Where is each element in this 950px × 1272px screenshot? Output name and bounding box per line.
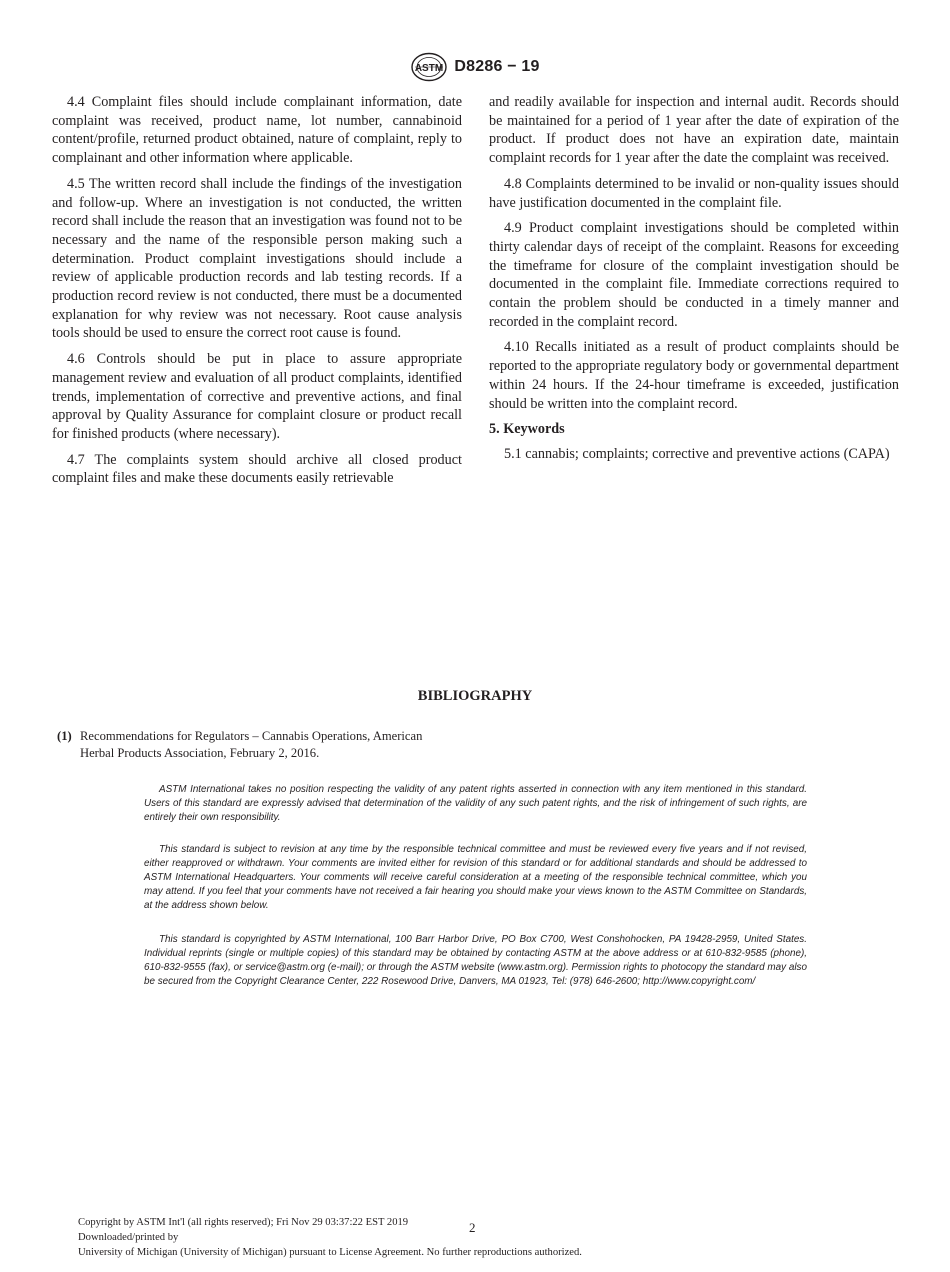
copyright-notice-text: This standard is copyrighted by ASTM International, 100 Barr Harbor Drive, PO Box C700, West Conshohocken, PA 19428-2959, United States. Individual reprints (single or multiple copies) of this standard may be obtained by contacting ASTM at the above address or at 610-832-9585 (phone), 610-832-9555 (fax), or service@astm.org (e-mail); or through the ASTM website (www.astm.org). Permission rights to photocopy the standard may also be secured from the Copyright Clearance Center, 222 Rosewood Drive, Danvers, MA 01923, Tel: (978) 646-2600; http://www.copyright.com/ (144, 934, 807, 987)
revision-notice-text: This standard is subject to revision at any time by the responsible technical committee and must be reviewed every five years and if not revised, either reapproved or withdrawn. Your comments are invited either for revision of this standard or for additional standards and should be addressed to ASTM International Headquarters. Your comments will receive careful consideration at a meeting of the responsible technical committee, which you may attend. If you feel that your comments have not received a fair hearing you should make your views known to the ASTM Committee on Standards, at the address shown below. (144, 844, 807, 911)
paragraph-4-6: 4.6 Controls should be put in place to assure appropriate management review and evaluation of all product complaints, identified trends, implementation of corrective and preventive actions, and final approval by Quality Assurance for complaint closure or product recall for finished products (where necessary). (52, 351, 462, 442)
paragraph-4-7: 4.7 The complaints system should archive all closed product complaint files and make these documents easily retrievable (52, 451, 462, 487)
paragraph-5-1: 5.1 cannabis; complaints; corrective and preventive actions (CAPA) (504, 445, 890, 462)
bibliography-reference (57, 728, 452, 761)
left-column (52, 93, 462, 488)
copyright-notice (144, 933, 807, 989)
revision-notice (144, 843, 807, 913)
header-inner (410, 52, 539, 82)
paragraph-4-7-continued: and readily available for inspection and internal audit. Records should be maintained for a period of 1 year after the date of expiration of the product. If product does not have an expiration date, maintain complaint records for 1 year after the date the complaint was received. (489, 94, 899, 167)
page-header (0, 52, 950, 87)
footer-line-1: Copyright by ASTM Int'l (all rights reserved); Fri Nov 29 03:37:22 EST 2019 (78, 1217, 409, 1228)
patent-notice (144, 783, 807, 825)
footer-line-2: Downloaded/printed by (78, 1232, 179, 1243)
logo-text: ASTM (415, 63, 444, 74)
reference-text: Recommendations for Regulators – Cannabis Operations, American Herbal Products Association, February 2, 2016. (80, 729, 423, 760)
paragraph-4-4: 4.4 Complaint files should include complainant information, date complaint was received, product name, lot number, cannabinoid content/profile, returned product obtained, nature of complaint, reply to complainant and other information where applicable. (52, 94, 462, 167)
patent-notice-text: ASTM International takes no position respecting the validity of any patent rights asserted in connection with any item mentioned in this standard. Users of this standard are expressly advised that determination of the validity of any such patent rights, and the risk of infringement of such rights, are entirely their own responsibility. (144, 784, 807, 823)
paragraph-4-5: 4.5 The written record shall include the findings of the investigation and follow-up. Where an investigation is not conducted, the written record shall include the reason that an investigation was found not to be necessary and the name of the responsible person making such a determination. Product complaint investigations should include a review of applicable production records and lab testing records. If a production record review is not conducted, there must be a documented explanation for why review was not necessary. Root cause analysis tools should be used to ensure the correct root cause is found. (52, 175, 462, 342)
astm-logo-icon (410, 52, 448, 82)
footer-line-3: University of Michigan (University of Michigan) pursuant to License Agreement. No further reproductions authorized. (78, 1247, 582, 1258)
paragraph-4-9: 4.9 Product complaint investigations should be completed within thirty calendar days of receipt of the complaint. Reasons for exceeding the timeframe for closure of the complaint investigation should be documented in the complaint file. Immediate corrections required to contain the problem should be conducted in a timely manner and recorded in the complaint record. (489, 220, 899, 330)
page-footer (78, 1215, 778, 1260)
standard-designation: D8286 − 19 (454, 58, 540, 75)
section-5-heading: 5. Keywords (489, 421, 565, 438)
reference-number: (1) (57, 729, 72, 743)
right-column (489, 93, 899, 464)
paragraph-4-10: 4.10 Recalls initiated as a result of product complaints should be reported to the appropriate regulatory body or governmental department within 24 hours. If the 24-hour timeframe is exceeded, justification should be written into the complaint record. (489, 339, 899, 412)
bibliography-title: BIBLIOGRAPHY (417, 688, 533, 704)
paragraph-4-8: 4.8 Complaints determined to be invalid or non-quality issues should have justification documented in the complaint file. (489, 175, 899, 211)
page-number: 2 (469, 1220, 476, 1235)
